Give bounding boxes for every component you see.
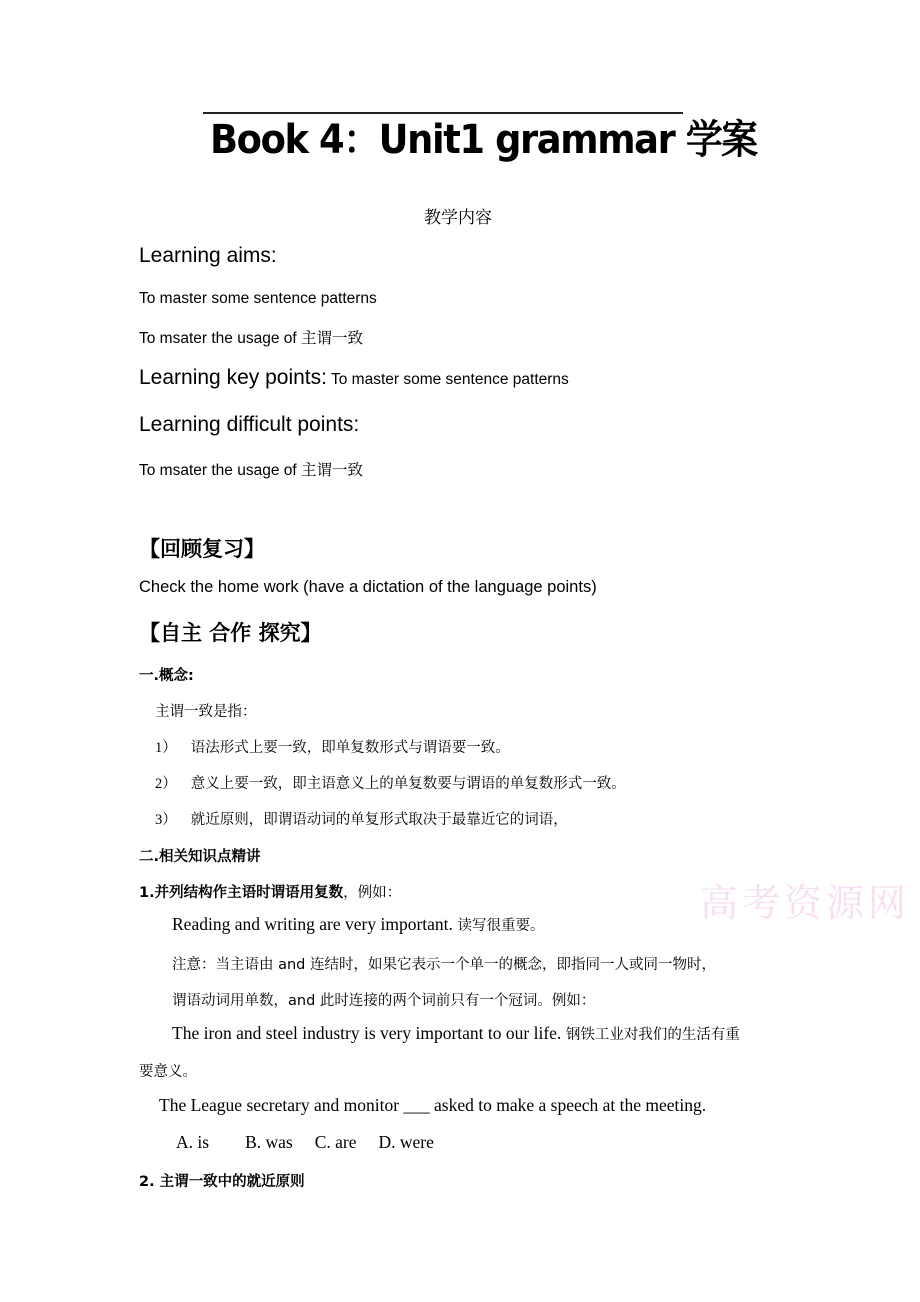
example1 bbox=[172, 914, 545, 935]
option-b[interactable]: B. was bbox=[245, 1132, 293, 1152]
note-line-1: 注意：当主语由 and 连结时，如果它表示一个单一的概念，即指同一人或同一物时， bbox=[172, 957, 716, 973]
example1-cn: 读写很重要。 bbox=[452, 918, 545, 934]
difficult-points-text: To msater the usage of 主谓一致 bbox=[139, 462, 363, 479]
point2-heading: 2. 主谓一致中的就近原则 bbox=[139, 1174, 305, 1190]
option-d[interactable]: D. were bbox=[378, 1132, 434, 1152]
question-post: asked to make a speech at the meeting. bbox=[429, 1095, 707, 1115]
item-number: 1） bbox=[155, 740, 177, 756]
review-text: Check the home work (have a dictation of the language points) bbox=[139, 578, 597, 596]
point1-heading-rest: ，例如： bbox=[343, 885, 402, 901]
item-text: 就近原则，即谓语动词的单复形式取决于最靠近它的词语， bbox=[190, 812, 568, 828]
item-text: 语法形式上要一致，即单复数形式与谓语要一致。 bbox=[190, 740, 510, 756]
watermark: 高考资源网 bbox=[700, 881, 911, 925]
concept-item-2 bbox=[155, 772, 626, 793]
section-subtitle: 教学内容 bbox=[424, 208, 492, 228]
question-blank[interactable]: ___ bbox=[403, 1095, 430, 1115]
aim-item-2: To msater the usage of 主谓一致 bbox=[139, 330, 363, 347]
option-a[interactable]: A. is bbox=[176, 1132, 210, 1152]
option-c[interactable]: C. are bbox=[314, 1132, 357, 1152]
document-title: Book 4：Unit1 grammar 学案 bbox=[210, 117, 757, 163]
example2-en: The iron and steel industry is very important to our life. bbox=[172, 1023, 562, 1043]
aim-item-1: To master some sentence patterns bbox=[139, 290, 377, 307]
learning-aims-heading: Learning aims: bbox=[139, 244, 277, 267]
concept-intro: 主谓一致是指： bbox=[155, 704, 257, 720]
question bbox=[159, 1095, 706, 1116]
question-pre: The League secretary and monitor bbox=[159, 1095, 404, 1115]
example2 bbox=[172, 1023, 740, 1044]
item-text: 意义上要一致，即主语意义上的单复数要与谓语的单复数形式一致。 bbox=[190, 776, 626, 792]
concept-heading: 一.概念: bbox=[139, 668, 194, 684]
knowledge-heading: 二.相关知识点精讲 bbox=[139, 849, 261, 865]
point1-heading-bold: 1.并列结构作主语时谓语用复数 bbox=[139, 885, 344, 901]
difficult-points-heading: Learning difficult points: bbox=[139, 413, 360, 436]
question-options bbox=[176, 1132, 434, 1153]
review-heading: 【回顾复习】 bbox=[139, 537, 265, 561]
key-points-line bbox=[139, 366, 569, 390]
key-points-heading: Learning key points: bbox=[139, 366, 327, 389]
concept-item-1 bbox=[155, 736, 510, 757]
key-points-text: To master some sentence patterns bbox=[326, 371, 569, 388]
example1-en: Reading and writing are very important. bbox=[172, 914, 453, 934]
concept-item-3 bbox=[155, 808, 568, 829]
note-line-2: 谓语动词用单数，and 此时连接的两个词前只有一个冠词。例如： bbox=[172, 993, 596, 1009]
example2-cn: 钢铁工业对我们的生活有重 bbox=[561, 1027, 740, 1043]
example2-cn-continued: 要意义。 bbox=[139, 1064, 197, 1080]
item-number: 2） bbox=[155, 776, 177, 792]
item-number: 3） bbox=[155, 812, 177, 828]
explore-heading: 【自主 合作 探究】 bbox=[139, 621, 322, 645]
point1-heading bbox=[139, 881, 401, 902]
